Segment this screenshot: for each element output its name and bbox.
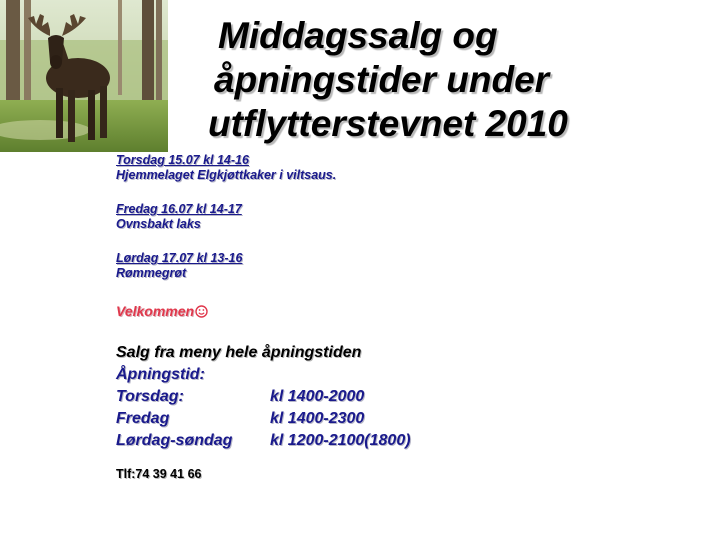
welcome-text	[116, 303, 208, 321]
hours-row	[116, 408, 536, 430]
title-line-2: åpningstider under	[214, 59, 550, 100]
hours-heading: Salg fra meny hele åpningstiden	[116, 344, 362, 361]
menu-item-saturday	[116, 251, 536, 281]
menu-item-thursday	[116, 153, 536, 183]
menu-day: Torsdag 15.07 kl 14-16	[116, 153, 249, 167]
moose-photo	[0, 0, 168, 152]
menu-day: Fredag 16.07 kl 14-17	[116, 202, 242, 216]
opening-hours	[116, 342, 536, 452]
hours-row	[116, 430, 536, 452]
hours-time: kl 1400-2300	[270, 410, 365, 427]
page-title	[204, 14, 644, 146]
hours-time: kl 1200-2100(1800)	[270, 432, 411, 449]
smiley-icon	[195, 305, 208, 321]
hours-subheading: Åpningstid:	[116, 366, 205, 383]
menu-dish: Ovnsbakt laks	[116, 217, 201, 231]
hours-time: kl 1400-2000	[270, 388, 365, 405]
menu-dish: Hjemmelaget Elgkjøttkaker i viltsaus.	[116, 168, 337, 182]
phone-number: Tlf:74 39 41 66	[116, 467, 202, 481]
welcome-label: Velkommen	[116, 303, 195, 319]
hours-day: Lørdag-søndag	[116, 432, 233, 449]
menu-list	[116, 153, 536, 300]
hours-day: Torsdag:	[116, 388, 184, 405]
menu-item-friday	[116, 202, 536, 232]
title-line-3: utflytterstevnet 2010	[208, 103, 568, 144]
hours-row	[116, 386, 536, 408]
hours-day: Fredag	[116, 410, 170, 427]
title-line-1: Middagssalg og	[218, 15, 498, 56]
menu-dish: Rømmegrøt	[116, 266, 187, 280]
menu-day: Lørdag 17.07 kl 13-16	[116, 251, 243, 265]
